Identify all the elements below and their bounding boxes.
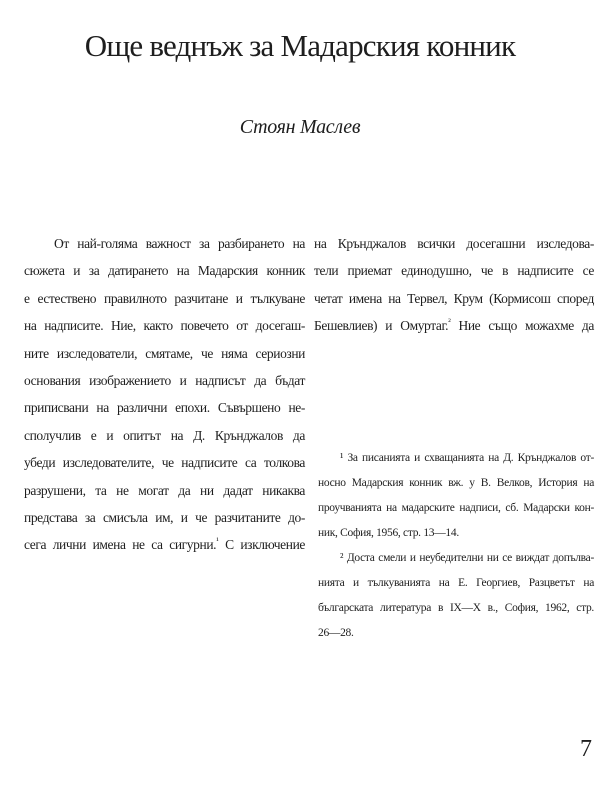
footnote-ref-1[interactable]: ¹ (216, 535, 219, 546)
article-title-text: Още веднъж за Мадарския конник (84, 28, 516, 63)
text-line: сполучлив е и опитът на Д. Крънджалов да (24, 427, 305, 443)
footnote-line: проучванията на мадарските надписи, сб. Мадарски кон- (318, 502, 594, 514)
footnotes (318, 446, 594, 646)
text-line: приписвани на различни епохи. Съвършено не- (24, 400, 305, 416)
text-line: на надписите. Ние, както повечето от досегаш- (24, 318, 305, 334)
footnote-line: ¹ За писанията и схващанията на Д. Крънджалов от- (340, 452, 594, 464)
text-line: на Крънджалов всички досегашни изследова- (314, 236, 594, 251)
text-line: четат имена на Тервел, Крум (Кормисош според (314, 290, 594, 306)
text-span: Бешевлиев) и Омуртаг. (314, 318, 449, 334)
text-line: ните изследователи, смятаме, че няма сериозни (24, 345, 305, 361)
text-line: От най-голяма важност за разбирането на (54, 236, 305, 251)
footnote-line: българската литература в IX—X в., София, 1962, стр. (318, 602, 594, 614)
text-line (314, 312, 594, 339)
footnote-line: нията и тълкуванията на Е. Георгиев, Разцветът на (318, 577, 594, 589)
text-line: основания изображението и надписът да бъдат (24, 373, 305, 389)
text-line: представа за смисъла им, и че разчитаните до- (24, 510, 305, 526)
text-line (24, 531, 305, 558)
text-line: сюжета и за датирането на Мадарския конник (24, 263, 305, 279)
page-number: 7 (580, 736, 592, 762)
text-line: е естествено правилното разчитане и тълкуване (24, 290, 305, 306)
text-line: убеди изследователите, че надписите са толкова (24, 455, 305, 471)
author-name-text: Стоян Маслев (239, 116, 361, 138)
footnote-line: 26—28. (318, 627, 354, 639)
footnote-line: ник, София, 1956, стр. 13—14. (318, 527, 459, 539)
article-title (0, 26, 600, 66)
author-name (0, 116, 600, 139)
text-span: Ние също можахме да (450, 318, 594, 334)
footnote-ref-2[interactable]: ² (448, 316, 451, 327)
text-line: тели приемат единодушно, че в надписите се (314, 263, 594, 279)
text-span: С изключение (218, 537, 305, 553)
right-text-column (314, 230, 594, 340)
footnote-line: ² Доста смели и неубедителни ни се виждат допълва- (340, 552, 594, 564)
text-span: сега лични имена не са сигурни. (24, 537, 217, 553)
text-line: разрушени, та не могат да ни дадат никаква (24, 482, 305, 498)
left-text-column (24, 230, 305, 559)
footnote-line: носно Мадарския конник вж. у В. Велков, История на (318, 477, 594, 489)
